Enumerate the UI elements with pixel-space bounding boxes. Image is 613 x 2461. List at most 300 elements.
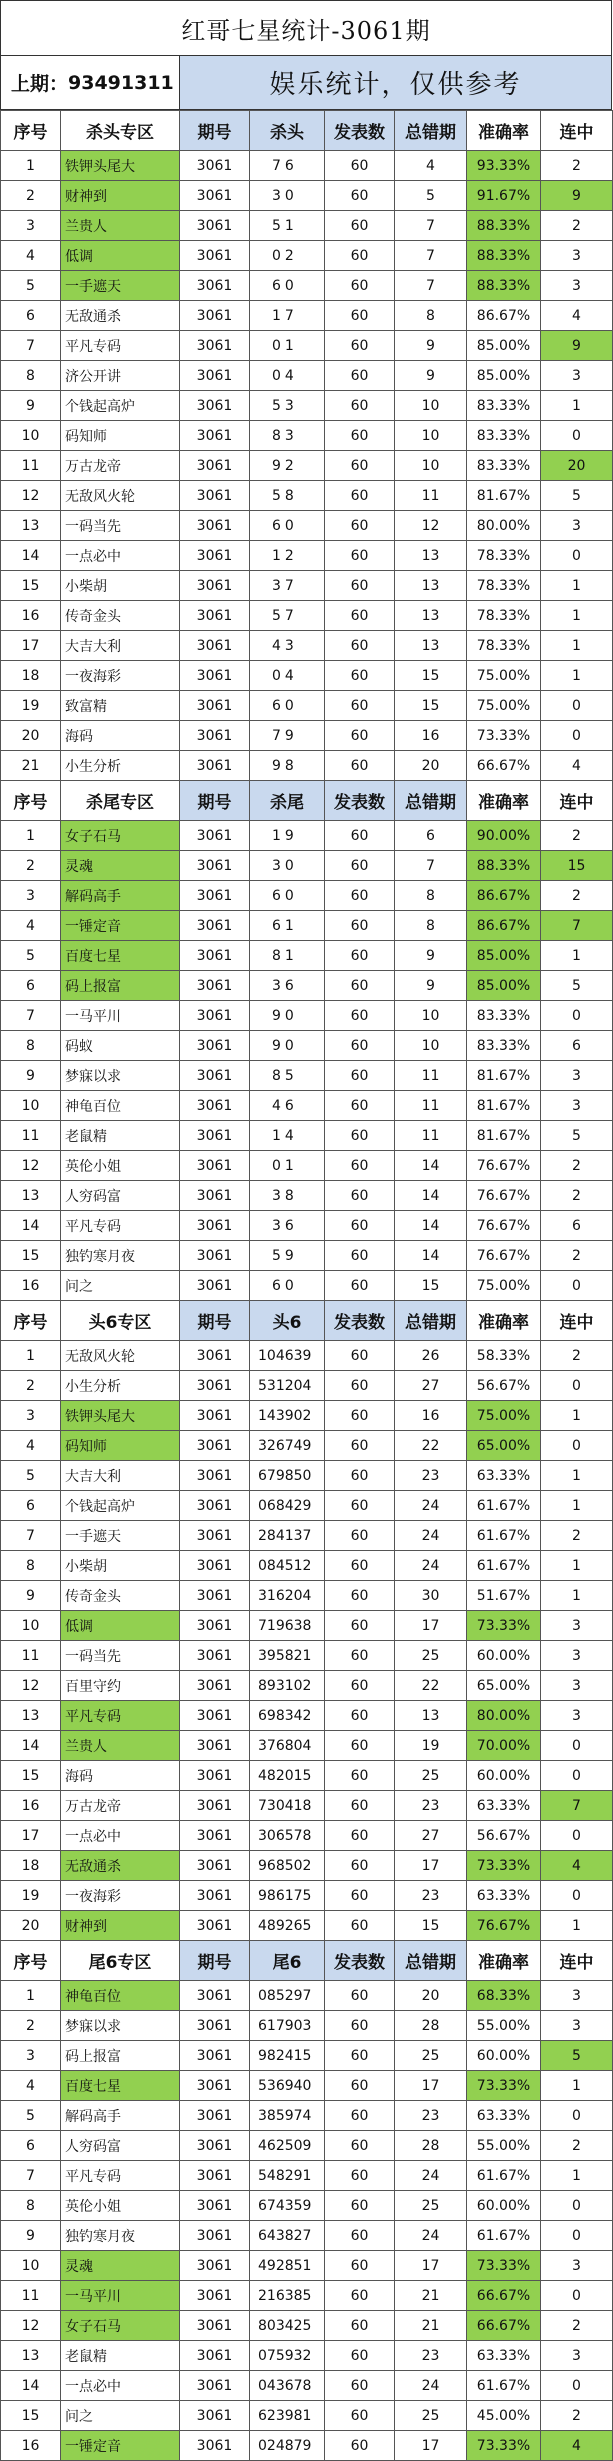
table-row <box>1 181 613 211</box>
streak-cell: 1 <box>541 2071 613 2101</box>
issue-cell: 3061 <box>180 391 250 421</box>
accuracy-cell: 86.67% <box>467 301 541 331</box>
name-cell: 济公开讲 <box>61 361 180 391</box>
streak-cell: 3 <box>541 1701 613 1731</box>
value-cell: 46 <box>250 1091 325 1121</box>
streak-cell: 3 <box>541 361 613 391</box>
table-row <box>1 211 613 241</box>
miss-cell: 10 <box>395 1001 467 1031</box>
value-cell: 698342 <box>250 1701 325 1731</box>
rank-cell: 11 <box>1 2281 61 2311</box>
issue-cell: 3061 <box>180 1521 250 1551</box>
streak-cell: 0 <box>541 2371 613 2401</box>
streak-cell: 0 <box>541 2281 613 2311</box>
count-cell: 60 <box>325 1091 395 1121</box>
count-cell: 60 <box>325 1031 395 1061</box>
rank-cell: 4 <box>1 1431 61 1461</box>
count-cell: 60 <box>325 361 395 391</box>
miss-cell: 7 <box>395 271 467 301</box>
header-miss-cell: 总错期 <box>395 111 467 151</box>
name-cell: 独钓寒月夜 <box>61 2221 180 2251</box>
name-cell: 海码 <box>61 721 180 751</box>
header-streak-cell: 连中 <box>541 111 613 151</box>
value-cell: 730418 <box>250 1791 325 1821</box>
count-cell: 60 <box>325 691 395 721</box>
issue-cell: 3061 <box>180 2431 250 2461</box>
streak-cell: 3 <box>541 1611 613 1641</box>
header-issue-cell: 期号 <box>180 781 250 821</box>
miss-cell: 7 <box>395 241 467 271</box>
rank-cell: 10 <box>1 421 61 451</box>
issue-cell: 3061 <box>180 1271 250 1301</box>
count-cell: 60 <box>325 941 395 971</box>
streak-cell: 0 <box>541 1761 613 1791</box>
issue-cell: 3061 <box>180 1911 250 1941</box>
name-cell: 英伦小姐 <box>61 2191 180 2221</box>
count-cell: 60 <box>325 1241 395 1271</box>
accuracy-cell: 83.33% <box>467 1031 541 1061</box>
issue-cell: 3061 <box>180 1791 250 1821</box>
table-row <box>1 1461 613 1491</box>
table-row <box>1 1881 613 1911</box>
accuracy-cell: 58.33% <box>467 1341 541 1371</box>
accuracy-cell: 83.33% <box>467 451 541 481</box>
value-cell: 084512 <box>250 1551 325 1581</box>
streak-cell: 7 <box>541 911 613 941</box>
miss-cell: 9 <box>395 971 467 1001</box>
table-row <box>1 331 613 361</box>
accuracy-cell: 51.67% <box>467 1581 541 1611</box>
value-cell: 60 <box>250 1271 325 1301</box>
value-cell: 043678 <box>250 2371 325 2401</box>
table-row <box>1 691 613 721</box>
issue-cell: 3061 <box>180 1851 250 1881</box>
value-cell: 968502 <box>250 1851 325 1881</box>
rank-cell: 7 <box>1 1001 61 1031</box>
accuracy-cell: 75.00% <box>467 1271 541 1301</box>
accuracy-cell: 88.33% <box>467 241 541 271</box>
name-cell: 个钱起高炉 <box>61 391 180 421</box>
value-cell: 395821 <box>250 1641 325 1671</box>
miss-cell: 11 <box>395 1121 467 1151</box>
accuracy-cell: 78.33% <box>467 571 541 601</box>
disclaimer: 娱乐统计，仅供参考 <box>180 56 611 109</box>
miss-cell: 23 <box>395 2341 467 2371</box>
count-cell: 60 <box>325 1791 395 1821</box>
streak-cell: 2 <box>541 821 613 851</box>
rank-cell: 6 <box>1 301 61 331</box>
value-cell: 462509 <box>250 2131 325 2161</box>
table-row <box>1 2401 613 2431</box>
miss-cell: 23 <box>395 1461 467 1491</box>
rank-cell: 18 <box>1 661 61 691</box>
value-cell: 719638 <box>250 1611 325 1641</box>
count-cell: 60 <box>325 751 395 781</box>
name-cell: 一马平川 <box>61 2281 180 2311</box>
table-row <box>1 2281 613 2311</box>
header-miss-cell: 总错期 <box>395 781 467 821</box>
accuracy-cell: 78.33% <box>467 631 541 661</box>
name-cell: 问之 <box>61 2401 180 2431</box>
accuracy-cell: 63.33% <box>467 1791 541 1821</box>
rank-cell: 5 <box>1 2101 61 2131</box>
miss-cell: 15 <box>395 1271 467 1301</box>
header-value-cell: 头6 <box>250 1301 325 1341</box>
section-header-row <box>1 1301 613 1341</box>
accuracy-cell: 88.33% <box>467 851 541 881</box>
table-row <box>1 1341 613 1371</box>
name-cell: 一夜海彩 <box>61 661 180 691</box>
count-cell: 60 <box>325 1271 395 1301</box>
miss-cell: 24 <box>395 2161 467 2191</box>
issue-cell: 3061 <box>180 601 250 631</box>
name-cell: 无敌风火轮 <box>61 481 180 511</box>
accuracy-cell: 86.67% <box>467 881 541 911</box>
issue-cell: 3061 <box>180 421 250 451</box>
rank-cell: 7 <box>1 1521 61 1551</box>
name-cell: 传奇金头 <box>61 1581 180 1611</box>
streak-cell: 3 <box>541 241 613 271</box>
name-cell: 灵魂 <box>61 2251 180 2281</box>
streak-cell: 0 <box>541 1881 613 1911</box>
table-row <box>1 451 613 481</box>
name-cell: 致富精 <box>61 691 180 721</box>
header-count-cell: 发表数 <box>325 111 395 151</box>
miss-cell: 28 <box>395 2131 467 2161</box>
miss-cell: 12 <box>395 511 467 541</box>
name-cell: 平凡专码 <box>61 1701 180 1731</box>
table-row <box>1 1001 613 1031</box>
issue-cell: 3061 <box>180 1641 250 1671</box>
issue-cell: 3061 <box>180 2101 250 2131</box>
accuracy-cell: 91.67% <box>467 181 541 211</box>
count-cell: 60 <box>325 2221 395 2251</box>
count-cell: 60 <box>325 151 395 181</box>
value-cell: 068429 <box>250 1491 325 1521</box>
miss-cell: 24 <box>395 2221 467 2251</box>
name-cell: 梦寐以求 <box>61 1061 180 1091</box>
count-cell: 60 <box>325 1761 395 1791</box>
count-cell: 60 <box>325 851 395 881</box>
value-cell: 37 <box>250 571 325 601</box>
miss-cell: 9 <box>395 941 467 971</box>
header-rank-cell: 序号 <box>1 1941 61 1981</box>
miss-cell: 15 <box>395 1911 467 1941</box>
rank-cell: 10 <box>1 1611 61 1641</box>
count-cell: 60 <box>325 1491 395 1521</box>
count-cell: 60 <box>325 1181 395 1211</box>
rank-cell: 1 <box>1 151 61 181</box>
table-row <box>1 2101 613 2131</box>
miss-cell: 13 <box>395 601 467 631</box>
table-row <box>1 1761 613 1791</box>
issue-cell: 3061 <box>180 2191 250 2221</box>
table-row <box>1 1031 613 1061</box>
rank-cell: 3 <box>1 1401 61 1431</box>
value-cell: 85 <box>250 1061 325 1091</box>
issue-cell: 3061 <box>180 2281 250 2311</box>
table-row <box>1 821 613 851</box>
count-cell: 60 <box>325 1641 395 1671</box>
value-cell: 04 <box>250 361 325 391</box>
issue-cell: 3061 <box>180 1121 250 1151</box>
accuracy-cell: 56.67% <box>467 1821 541 1851</box>
issue-cell: 3061 <box>180 821 250 851</box>
miss-cell: 14 <box>395 1151 467 1181</box>
value-cell: 643827 <box>250 2221 325 2251</box>
issue-cell: 3061 <box>180 2251 250 2281</box>
count-cell: 60 <box>325 331 395 361</box>
streak-cell: 5 <box>541 971 613 1001</box>
table-row <box>1 1821 613 1851</box>
streak-cell: 20 <box>541 451 613 481</box>
count-cell: 60 <box>325 1581 395 1611</box>
rank-cell: 1 <box>1 1981 61 2011</box>
streak-cell: 1 <box>541 1551 613 1581</box>
accuracy-cell: 60.00% <box>467 1761 541 1791</box>
accuracy-cell: 45.00% <box>467 2401 541 2431</box>
rank-cell: 20 <box>1 721 61 751</box>
header-value-cell: 杀头 <box>250 111 325 151</box>
count-cell: 60 <box>325 421 395 451</box>
issue-cell: 3061 <box>180 941 250 971</box>
value-cell: 98 <box>250 751 325 781</box>
value-cell: 53 <box>250 391 325 421</box>
issue-cell: 3061 <box>180 2131 250 2161</box>
rank-cell: 7 <box>1 2161 61 2191</box>
accuracy-cell: 76.67% <box>467 1181 541 1211</box>
accuracy-cell: 60.00% <box>467 2191 541 2221</box>
miss-cell: 19 <box>395 1731 467 1761</box>
miss-cell: 22 <box>395 1671 467 1701</box>
name-cell: 大吉大利 <box>61 1461 180 1491</box>
rank-cell: 13 <box>1 2341 61 2371</box>
miss-cell: 27 <box>395 1821 467 1851</box>
header-rank-cell: 序号 <box>1 111 61 151</box>
value-cell: 482015 <box>250 1761 325 1791</box>
name-cell: 独钓寒月夜 <box>61 1241 180 1271</box>
miss-cell: 8 <box>395 301 467 331</box>
count-cell: 60 <box>325 1521 395 1551</box>
accuracy-cell: 66.67% <box>467 2281 541 2311</box>
streak-cell: 5 <box>541 2041 613 2071</box>
value-cell: 30 <box>250 181 325 211</box>
issue-cell: 3061 <box>180 541 250 571</box>
table-row <box>1 2131 613 2161</box>
rank-cell: 8 <box>1 361 61 391</box>
accuracy-cell: 66.67% <box>467 751 541 781</box>
rank-cell: 18 <box>1 1851 61 1881</box>
value-cell: 17 <box>250 301 325 331</box>
miss-cell: 25 <box>395 2401 467 2431</box>
header-accuracy-cell: 准确率 <box>467 1941 541 1981</box>
count-cell: 60 <box>325 1371 395 1401</box>
name-cell: 一马平川 <box>61 1001 180 1031</box>
streak-cell: 1 <box>541 941 613 971</box>
value-cell: 60 <box>250 511 325 541</box>
count-cell: 60 <box>325 481 395 511</box>
miss-cell: 4 <box>395 151 467 181</box>
streak-cell: 3 <box>541 2011 613 2041</box>
miss-cell: 26 <box>395 1341 467 1371</box>
name-cell: 码上报富 <box>61 2041 180 2071</box>
value-cell: 024879 <box>250 2431 325 2461</box>
table-row <box>1 1181 613 1211</box>
accuracy-cell: 65.00% <box>467 1671 541 1701</box>
streak-cell: 2 <box>541 1341 613 1371</box>
name-cell: 低调 <box>61 1611 180 1641</box>
miss-cell: 14 <box>395 1241 467 1271</box>
count-cell: 60 <box>325 2431 395 2461</box>
name-cell: 小柴胡 <box>61 1551 180 1581</box>
accuracy-cell: 85.00% <box>467 331 541 361</box>
streak-cell: 0 <box>541 1431 613 1461</box>
header-name-cell: 杀头专区 <box>61 111 180 151</box>
miss-cell: 10 <box>395 421 467 451</box>
rank-cell: 2 <box>1 851 61 881</box>
name-cell: 万古龙帝 <box>61 451 180 481</box>
rank-cell: 17 <box>1 1821 61 1851</box>
rank-cell: 5 <box>1 1461 61 1491</box>
rank-cell: 16 <box>1 2431 61 2461</box>
count-cell: 60 <box>325 821 395 851</box>
rank-cell: 15 <box>1 1761 61 1791</box>
count-cell: 60 <box>325 2131 395 2161</box>
rank-cell: 9 <box>1 1581 61 1611</box>
value-cell: 90 <box>250 1001 325 1031</box>
streak-cell: 3 <box>541 2341 613 2371</box>
header-rank-cell: 序号 <box>1 1301 61 1341</box>
streak-cell: 9 <box>541 181 613 211</box>
issue-cell: 3061 <box>180 881 250 911</box>
table-row <box>1 241 613 271</box>
count-cell: 60 <box>325 631 395 661</box>
table-row <box>1 1851 613 1881</box>
table-row <box>1 1271 613 1301</box>
count-cell: 60 <box>325 911 395 941</box>
accuracy-cell: 61.67% <box>467 1521 541 1551</box>
rank-cell: 16 <box>1 1791 61 1821</box>
miss-cell: 14 <box>395 1211 467 1241</box>
miss-cell: 27 <box>395 1371 467 1401</box>
accuracy-cell: 63.33% <box>467 1461 541 1491</box>
table-row <box>1 361 613 391</box>
name-cell: 小柴胡 <box>61 571 180 601</box>
name-cell: 平凡专码 <box>61 1211 180 1241</box>
streak-cell: 5 <box>541 481 613 511</box>
streak-cell: 1 <box>541 1581 613 1611</box>
table-row <box>1 481 613 511</box>
table-row <box>1 2071 613 2101</box>
name-cell: 老鼠精 <box>61 1121 180 1151</box>
streak-cell: 0 <box>541 421 613 451</box>
miss-cell: 24 <box>395 1551 467 1581</box>
table-row <box>1 2431 613 2461</box>
name-cell: 万古龙帝 <box>61 1791 180 1821</box>
table-row <box>1 511 613 541</box>
value-cell: 548291 <box>250 2161 325 2191</box>
count-cell: 60 <box>325 451 395 481</box>
header-streak-cell: 连中 <box>541 1301 613 1341</box>
table-row <box>1 2191 613 2221</box>
issue-cell: 3061 <box>180 1371 250 1401</box>
header-issue-cell: 期号 <box>180 111 250 151</box>
count-cell: 60 <box>325 301 395 331</box>
issue-cell: 3061 <box>180 1981 250 2011</box>
value-cell: 075932 <box>250 2341 325 2371</box>
rank-cell: 4 <box>1 2071 61 2101</box>
value-cell: 216385 <box>250 2281 325 2311</box>
miss-cell: 21 <box>395 2311 467 2341</box>
name-cell: 传奇金头 <box>61 601 180 631</box>
issue-cell: 3061 <box>180 2311 250 2341</box>
header-streak-cell: 连中 <box>541 781 613 821</box>
count-cell: 60 <box>325 1061 395 1091</box>
count-cell: 60 <box>325 1911 395 1941</box>
table-row <box>1 1791 613 1821</box>
miss-cell: 10 <box>395 391 467 421</box>
rank-cell: 6 <box>1 971 61 1001</box>
streak-cell: 3 <box>541 2251 613 2281</box>
streak-cell: 1 <box>541 1491 613 1521</box>
table-row <box>1 391 613 421</box>
streak-cell: 0 <box>541 1001 613 1031</box>
count-cell: 60 <box>325 1341 395 1371</box>
rank-cell: 13 <box>1 1701 61 1731</box>
count-cell: 60 <box>325 1001 395 1031</box>
count-cell: 60 <box>325 271 395 301</box>
name-cell: 一夜海彩 <box>61 1881 180 1911</box>
issue-cell: 3061 <box>180 1181 250 1211</box>
name-cell: 码知师 <box>61 421 180 451</box>
rank-cell: 7 <box>1 331 61 361</box>
rank-cell: 19 <box>1 691 61 721</box>
streak-cell: 1 <box>541 1401 613 1431</box>
rank-cell: 14 <box>1 1211 61 1241</box>
accuracy-cell: 75.00% <box>467 661 541 691</box>
value-cell: 43 <box>250 631 325 661</box>
count-cell: 60 <box>325 2311 395 2341</box>
header-rank-cell: 序号 <box>1 781 61 821</box>
accuracy-cell: 55.00% <box>467 2131 541 2161</box>
miss-cell: 16 <box>395 721 467 751</box>
accuracy-cell: 55.00% <box>467 2011 541 2041</box>
name-cell: 问之 <box>61 1271 180 1301</box>
value-cell: 316204 <box>250 1581 325 1611</box>
issue-cell: 3061 <box>180 1491 250 1521</box>
streak-cell: 2 <box>541 151 613 181</box>
count-cell: 60 <box>325 2101 395 2131</box>
name-cell: 铁钾头尾大 <box>61 1401 180 1431</box>
miss-cell: 17 <box>395 1851 467 1881</box>
streak-cell: 3 <box>541 511 613 541</box>
table-row <box>1 1211 613 1241</box>
page-title: 红哥七星统计-3061期 <box>0 0 612 56</box>
name-cell: 一手遮天 <box>61 1521 180 1551</box>
table-row <box>1 881 613 911</box>
value-cell: 58 <box>250 481 325 511</box>
miss-cell: 11 <box>395 481 467 511</box>
streak-cell: 6 <box>541 1031 613 1061</box>
streak-cell: 1 <box>541 571 613 601</box>
name-cell: 财神到 <box>61 181 180 211</box>
miss-cell: 25 <box>395 1761 467 1791</box>
name-cell: 一码当先 <box>61 511 180 541</box>
miss-cell: 9 <box>395 361 467 391</box>
name-cell: 梦寐以求 <box>61 2011 180 2041</box>
table-row <box>1 1551 613 1581</box>
name-cell: 百度七星 <box>61 2071 180 2101</box>
